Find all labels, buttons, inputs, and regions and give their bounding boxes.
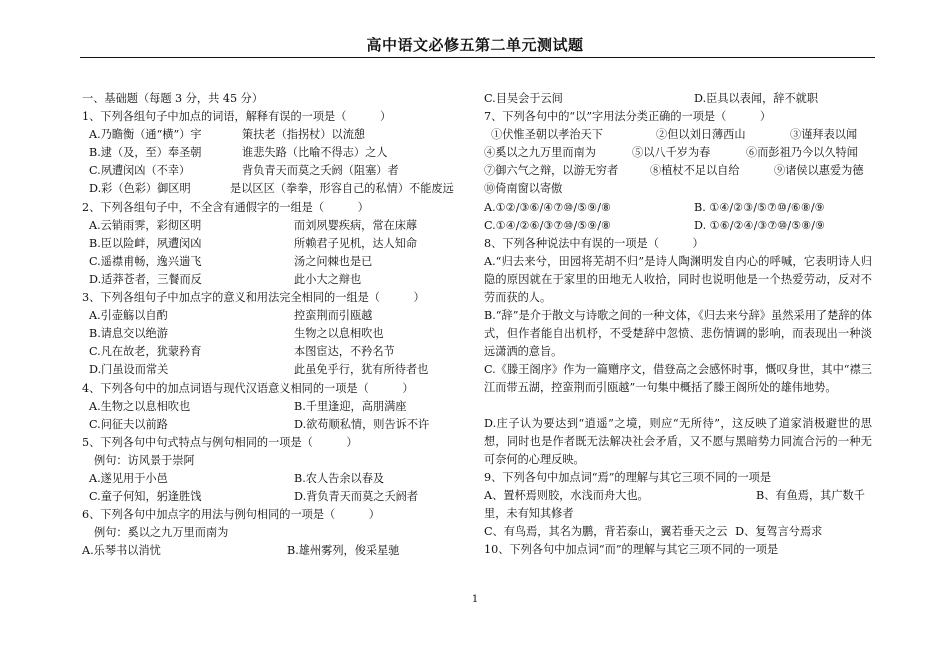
question-8-option-a: A.“归去来兮，田园将芜胡不归”是诗人陶渊明发自内心的呼喊，它表明诗人归隐的原因就在于家里的田地无人收拾，同时也说明他是一个热爱劳动，反对不劳而获的人。 xyxy=(484,254,872,305)
option-text: 生物之以息相吹也 xyxy=(294,327,384,341)
question-2-option-d xyxy=(82,271,477,289)
question-6-stem: 6、下列各句中加点字的用法与例句相同的一项是（ ） xyxy=(82,508,380,522)
option-text: A、置杯焉则胶，水浅而舟大也。 xyxy=(484,488,649,502)
question-7-options-ab xyxy=(484,199,872,217)
option-text: B. ①④/②③/⑤⑦⑩/⑥⑧/⑨ xyxy=(694,200,825,214)
item-text: ⑨诸侯以惠爱为德 xyxy=(774,164,864,178)
option-text: D.臣具以表闻，辞不就职 xyxy=(694,92,819,105)
option-text: 是以区区（拳拳，形容自己的私情）不能废远 xyxy=(230,182,454,196)
question-7-stem: 7、下列各句中的“以”字用法分类正确的一项是（ ） xyxy=(484,110,772,124)
option-text: 此虽免乎行，犹有所待者也 xyxy=(294,363,429,377)
question-5-example: 例句：访风景于崇阿 xyxy=(94,453,195,467)
option-text: C.①④/②⑥/③⑦⑩/⑤⑨/⑧ xyxy=(484,218,612,232)
left-column xyxy=(82,90,477,560)
option-text: 此小大之辩也 xyxy=(294,272,362,286)
option-text: B.请息交以绝游 xyxy=(89,327,168,341)
question-6-options-ab xyxy=(82,542,477,560)
question-8-option-b: B.“辞”是介于散文与诗歌之间的一种文体，《归去来兮辞》虽然采用了楚辞的体式，但作者能自出机杼，不受楚辞中忽愤、悲伤情调的影响，而表现出一种淡远潇洒的意旨。 xyxy=(484,308,872,359)
right-column xyxy=(484,90,872,559)
question-4-options-ab xyxy=(82,398,477,416)
item-text: ③谨拜表以闻 xyxy=(790,128,858,142)
question-4-stem: 4、下列各句中的加点词语与现代汉语意义相同的一项是（ ） xyxy=(82,381,414,395)
question-1-option-c xyxy=(82,162,477,180)
option-text: 策扶老（指拐杖）以流憩 xyxy=(242,128,366,142)
page-title: 高中语文必修五第二单元测试题 xyxy=(366,36,584,54)
question-9-options-cd xyxy=(484,523,872,541)
option-text: C、有鸟焉，其名为鹏，背若泰山，翼若垂天之云 xyxy=(484,525,728,539)
question-7-row-3 xyxy=(484,162,872,180)
question-5-options-ab xyxy=(82,470,477,488)
option-text: D.适莽苍者，三餐而反 xyxy=(89,272,202,286)
option-text: D.背负青天而莫之夭阏者 xyxy=(294,490,419,504)
option-text: D. ①⑥/②④/③⑦⑩/⑤⑧/⑨ xyxy=(694,218,826,232)
question-3-option-d xyxy=(82,361,477,379)
question-6-example: 例句：奚以之九万里而南为 xyxy=(94,526,229,540)
question-5-stem: 5、下列各句中句式特点与例句相同的一项是（ ） xyxy=(82,435,358,449)
option-text: 控蛮荆而引瓯越 xyxy=(294,309,373,323)
option-text: B.农人告余以春及 xyxy=(294,471,385,485)
option-text: D.欲苟顺私情，则告诉不许 xyxy=(294,417,430,431)
option-text: C.童子何知，躬逢胜饯 xyxy=(89,490,202,504)
question-2-option-c xyxy=(82,253,477,271)
option-text: C.目吴会于云间 xyxy=(484,92,563,105)
item-text: ⑦御六气之辩，以游无穷者 xyxy=(484,164,619,178)
question-1-stem: 1、下列各组句子中加点的词语，解释有误的一项是（ ） xyxy=(82,110,392,124)
page-number: 1 xyxy=(471,594,479,605)
question-10-stem: 10、下列各句中加点词“而”的理解与其它三项不同的一项是 xyxy=(484,543,779,557)
question-8-option-c: C.《滕王阁序》作为一篇赠序文，借登高之会感怀时事，慨叹身世，其中“襟三江而带五湖，控蛮荆而引瓯越”一句集中概括了滕王阁所处的雄伟地势。 xyxy=(484,362,872,394)
option-text: D.门虽设而常关 xyxy=(89,363,169,377)
option-text: A.乐琴书以消忧 xyxy=(82,544,161,558)
question-3-option-b xyxy=(82,325,477,343)
option-text: A.乃瞻衡（通“横”）宇 xyxy=(89,128,202,142)
header-rule xyxy=(80,57,875,58)
option-text: B、有鱼焉，其广数千 xyxy=(756,488,865,502)
item-text: ②但以刘日薄西山 xyxy=(656,128,746,142)
option-text: C.问征夫以前路 xyxy=(89,417,168,431)
item-text: ⑤以八千岁为春 xyxy=(632,146,711,160)
question-5-options-cd xyxy=(82,488,477,506)
option-text: C.凡在故老，犹蒙矜育 xyxy=(89,345,202,359)
option-text: B.臣以险衅，夙遭闵凶 xyxy=(89,236,202,250)
question-8-option-d: D.庄子认为要达到“逍遥”之境，则应“无所待”，这反映了道家消极避世的思想，同时也是作者既无法解决社会矛盾，又不愿与黑暗势力同流合污的一种无可奈何的心理反映。 xyxy=(484,416,872,467)
question-8-stem: 8、下列各种说法中有误的一项是（ ） xyxy=(484,236,704,250)
question-3-stem: 3、下列各组句子中加点字的意义和用法完全相同的一组是（ ） xyxy=(82,291,425,305)
option-text: 本图宦达，不矜名节 xyxy=(294,345,395,359)
question-9-stem: 9、下列各句中加点词“焉”的理解与其它三项不同的一项是 xyxy=(484,470,772,484)
question-2-option-b xyxy=(82,235,477,253)
question-3-option-a xyxy=(82,307,477,325)
question-6-options-cd xyxy=(484,90,872,108)
question-1-option-a xyxy=(82,126,477,144)
option-text: A.生物之以息相吹也 xyxy=(89,399,191,413)
question-4-options-cd xyxy=(82,416,477,434)
question-2-stem: 2、下列各组句子中，不全含有通假字的一组是（ ） xyxy=(82,200,369,214)
option-text: 所赖君子见机，达人知命 xyxy=(294,236,418,250)
option-text: B.雄州雾列，俊采星驰 xyxy=(287,544,400,558)
option-text: A.遂见用于小邑 xyxy=(89,471,168,485)
question-1-option-d xyxy=(82,180,477,198)
option-text: A.引壶觞以自酌 xyxy=(89,309,168,323)
section-heading: 一、基础题（每题 3 分，共 45 分） xyxy=(82,92,264,105)
item-text: ⑥而彭祖乃今以久特闻 xyxy=(746,146,858,160)
question-1-option-b xyxy=(82,144,477,162)
option-text: 汤之问棘也是已 xyxy=(294,254,373,268)
question-7-row-2 xyxy=(484,144,872,162)
option-text: B.逮（及，至）奉圣朝 xyxy=(89,146,202,160)
option-text: 而刘夙婴疾病，常在床蓐 xyxy=(294,218,418,232)
question-9-option-b-continued: 里，未有知其修者 xyxy=(484,507,574,521)
item-text: ④奚以之九万里而南为 xyxy=(484,146,596,160)
option-text: D.彩（色彩）御区明 xyxy=(89,182,191,196)
question-2-option-a xyxy=(82,217,477,235)
option-text: C.夙遭闵凶（不幸） xyxy=(89,164,191,178)
option-text: 背负青天而莫之夭阏（阻塞）者 xyxy=(242,164,399,178)
question-7-options-cd xyxy=(484,217,872,235)
question-3-option-c xyxy=(82,343,477,361)
item-text: ⑧植杖不足以自给 xyxy=(650,164,740,178)
question-7-row-1 xyxy=(484,126,872,144)
option-text: C.遥襟甫畅，逸兴遄飞 xyxy=(89,254,202,268)
option-text: A.①②/③⑥/④⑦⑩/⑤⑨/⑧ xyxy=(484,200,612,214)
question-7-row-4: ⑩倚南窗以寄傲 xyxy=(484,182,563,196)
item-text: ①伏惟圣朝以孝治天下 xyxy=(491,128,603,142)
option-text: A.云销雨霁，彩彻区明 xyxy=(89,218,202,232)
option-text: B.千里逢迎，高朋满座 xyxy=(294,399,407,413)
question-9-options-ab xyxy=(484,487,872,505)
option-text: D、复驾言兮焉求 xyxy=(735,525,823,539)
option-text: 谁悲失路（比喻不得志）之人 xyxy=(242,146,388,160)
